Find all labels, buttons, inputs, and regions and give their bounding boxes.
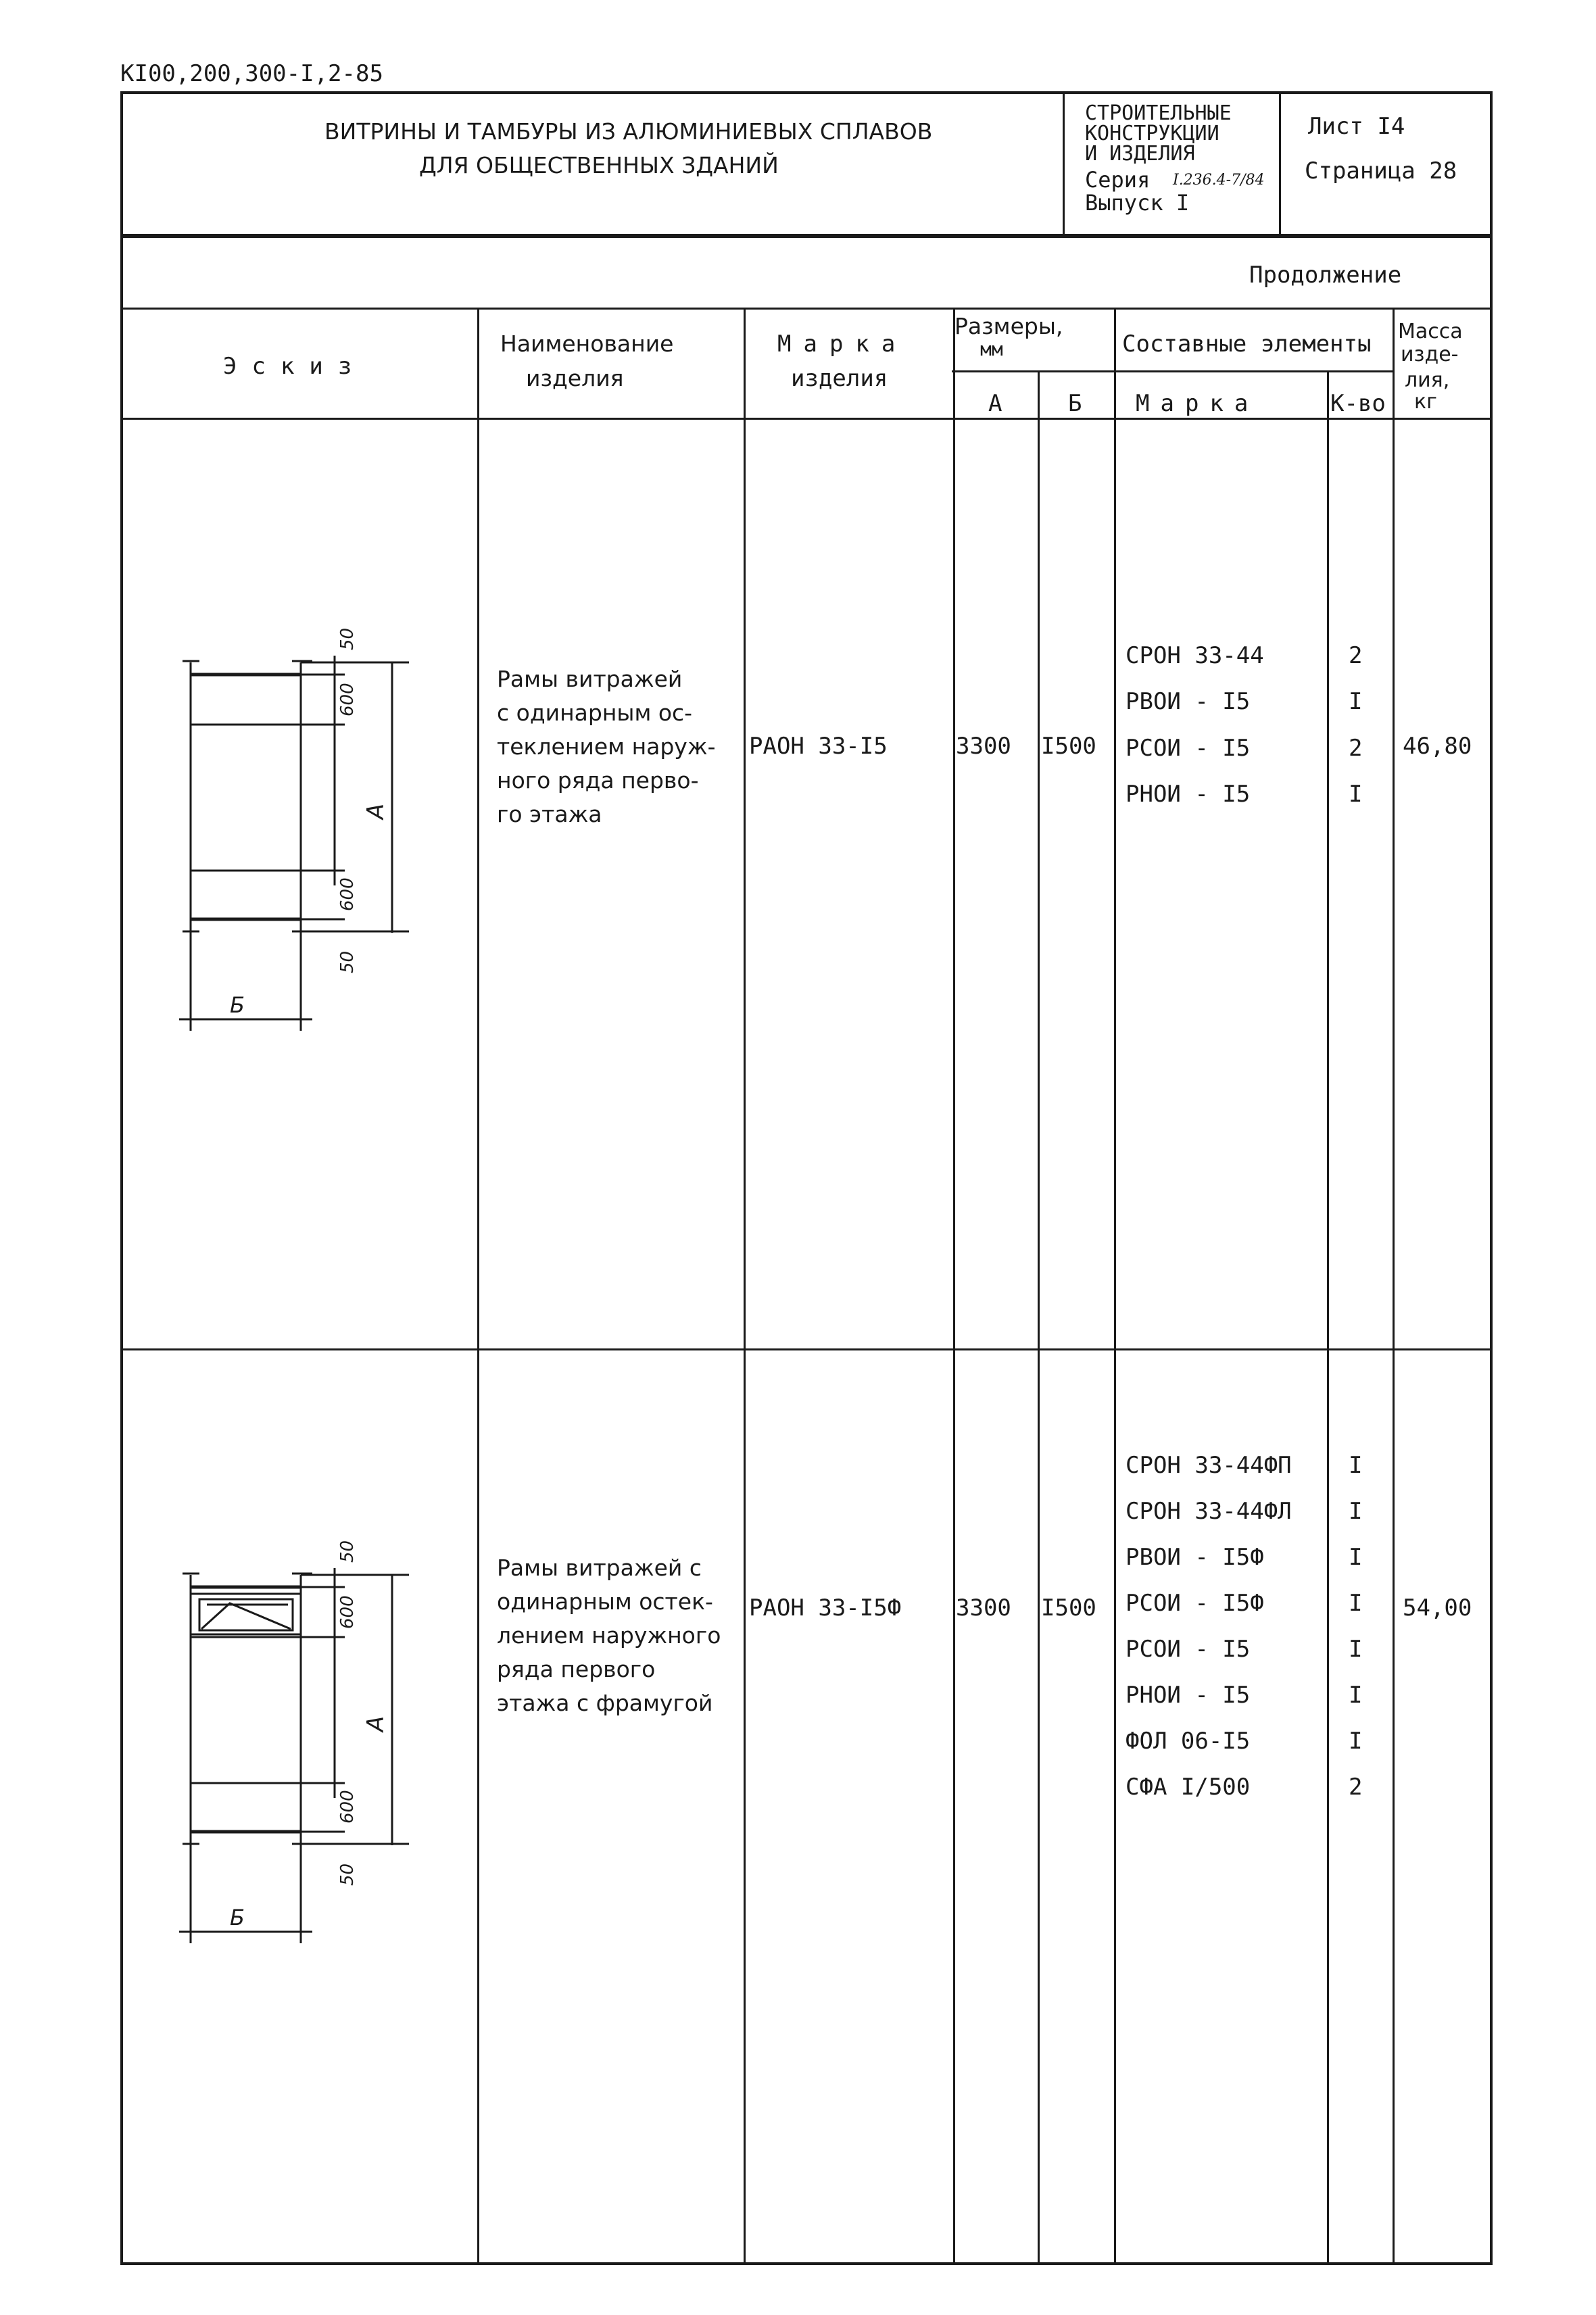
sketch-label-a: А (362, 803, 389, 819)
row1-comp-mark-1: СРОН 33-44 (1126, 642, 1264, 669)
sketch-frame-transom (162, 1534, 446, 1953)
row2-comp-qty-8: 2 (1349, 1774, 1363, 1801)
sketch-label-top: 50 (337, 1540, 358, 1563)
row1-dim-b: I500 (1041, 733, 1096, 760)
header-mass-4: кг (1414, 390, 1437, 414)
row2-mark: РАОН 33-I5Ф (749, 1594, 902, 1622)
series-line-2: КОНСТРУКЦИИ (1085, 122, 1219, 145)
header-dims-2: мм (980, 338, 1003, 360)
sketch-label-lower: 600 (337, 877, 358, 911)
header-mark-1: Марка (777, 331, 908, 358)
col-divider-name (744, 308, 746, 2265)
title-divider-2 (1279, 91, 1281, 237)
row1-dim-a: 3300 (956, 733, 1011, 760)
header-comp-mark: Марка (1136, 390, 1259, 417)
row2-comp-mark-1: СРОН 33-44ФП (1126, 1452, 1292, 1479)
header-sketch: Эскиз (223, 353, 367, 380)
row1-mark: РАОН 33-I5 (749, 733, 888, 760)
title-block (120, 91, 1493, 237)
header-components: Составные элементы (1122, 331, 1372, 358)
row1-name-line-2: с одинарным ос- (497, 700, 693, 726)
document-code: KI00,200,300-I,2-85 (120, 60, 383, 87)
sketch-frame-plain (162, 622, 446, 1041)
col-divider-sketch (477, 308, 479, 2265)
sketch-label-upper: 600 (337, 1595, 358, 1629)
sketch-label-a: А (362, 1715, 389, 1732)
row1-comp-mark-2: РВОИ - I5 (1126, 688, 1251, 715)
row1-comp-mark-3: РСОИ - I5 (1126, 735, 1251, 762)
header-dim-b: Б (1068, 390, 1082, 417)
title-divider-1 (1063, 91, 1065, 237)
sketch-label-bottom: 50 (337, 1863, 358, 1886)
continuation-label: Продолжение (1249, 262, 1402, 289)
row2-comp-mark-4: РСОИ - I5Ф (1126, 1590, 1264, 1617)
row-separator (120, 1348, 1493, 1350)
row1-name-line-1: Рамы витражей (497, 666, 683, 692)
series-line-3: И ИЗДЕЛИЯ (1085, 142, 1195, 166)
row2-name-line-1: Рамы витражей с (497, 1555, 702, 1581)
header-dims-1: Размеры, (954, 313, 1063, 339)
row2-comp-mark-3: РВОИ - I5Ф (1126, 1544, 1264, 1571)
sketch-label-top: 50 (337, 627, 358, 650)
row1-comp-qty-1: 2 (1349, 642, 1363, 669)
page-number: Страница 28 (1305, 157, 1457, 185)
row2-comp-mark-6: РНОИ - I5 (1126, 1682, 1251, 1709)
series-line-1: СТРОИТЕЛЬНЫЕ (1085, 101, 1232, 125)
row2-name-line-5: этажа с фрамугой (497, 1690, 713, 1716)
row1-name-line-4: ного ряда перво- (497, 767, 699, 794)
row1-comp-qty-3: 2 (1349, 735, 1363, 762)
header-dim-a: А (988, 390, 1002, 417)
header-mass-2: изде- (1401, 343, 1459, 366)
header-bottom-line (120, 418, 1493, 420)
sheet-number: Лист I4 (1308, 113, 1405, 140)
header-mass-1: Масса (1398, 320, 1463, 343)
header-name-2: изделия (526, 365, 624, 391)
row1-name-line-3: теклением наруж- (497, 733, 716, 760)
row1-comp-qty-4: I (1349, 781, 1363, 808)
row2-comp-qty-4: I (1349, 1590, 1363, 1617)
col-divider-comp-mark (1327, 370, 1329, 2265)
col-divider-dims (1114, 308, 1116, 2265)
row1-name-line-5: го этажа (497, 801, 602, 827)
sketch-label-b: Б (230, 1905, 245, 1930)
sketch-label-b: Б (230, 992, 245, 1018)
row2-mass: 54,00 (1403, 1594, 1472, 1622)
row2-dim-b: I500 (1041, 1594, 1096, 1622)
header-mark-2: изделия (791, 365, 888, 392)
title-line-2: ДЛЯ ОБЩЕСТВЕННЫХ ЗДАНИЙ (419, 152, 779, 178)
row1-mass: 46,80 (1403, 733, 1472, 760)
sketch-label-upper: 600 (337, 683, 358, 716)
sketch-label-bottom: 50 (337, 950, 358, 973)
main-table (120, 235, 1493, 2265)
row2-name-line-4: ряда первого (497, 1656, 656, 1682)
row2-comp-mark-5: РСОИ - I5 (1126, 1636, 1251, 1663)
col-divider-mark (953, 308, 955, 2265)
row2-name-line-2: одинарным остек- (497, 1588, 713, 1615)
row2-name-line-3: лением наружного (497, 1622, 721, 1649)
header-top-line (120, 308, 1493, 310)
row2-dim-a: 3300 (956, 1594, 1011, 1622)
row2-comp-qty-7: I (1349, 1728, 1363, 1755)
header-name-1: Наименование (500, 331, 674, 357)
header-comp-qty: К-во (1330, 390, 1386, 417)
row1-comp-qty-2: I (1349, 688, 1363, 715)
row2-comp-qty-6: I (1349, 1682, 1363, 1709)
series-line-5: Выпуск I (1085, 190, 1190, 216)
row2-comp-qty-3: I (1349, 1544, 1363, 1571)
series-line-4-label: Серия (1085, 167, 1151, 193)
sketch-label-lower: 600 (337, 1790, 358, 1824)
row2-comp-mark-8: СФА I/500 (1126, 1774, 1251, 1801)
col-divider-a (1038, 370, 1040, 2265)
header-mass-3: лия, (1405, 368, 1450, 392)
series-number-handwritten: I.236.4-7/84 (1173, 172, 1265, 189)
row2-comp-qty-5: I (1349, 1636, 1363, 1663)
row2-comp-qty-1: I (1349, 1452, 1363, 1479)
row2-comp-mark-2: СРОН 33-44ФЛ (1126, 1498, 1292, 1525)
col-divider-comp (1393, 308, 1395, 2265)
title-line-1: ВИТРИНЫ И ТАМБУРЫ ИЗ АЛЮМИНИЕВЫХ СПЛАВОВ (324, 118, 933, 145)
row2-comp-mark-7: ФОЛ 06-I5 (1126, 1728, 1251, 1755)
row2-comp-qty-2: I (1349, 1498, 1363, 1525)
row1-comp-mark-4: РНОИ - I5 (1126, 781, 1251, 808)
